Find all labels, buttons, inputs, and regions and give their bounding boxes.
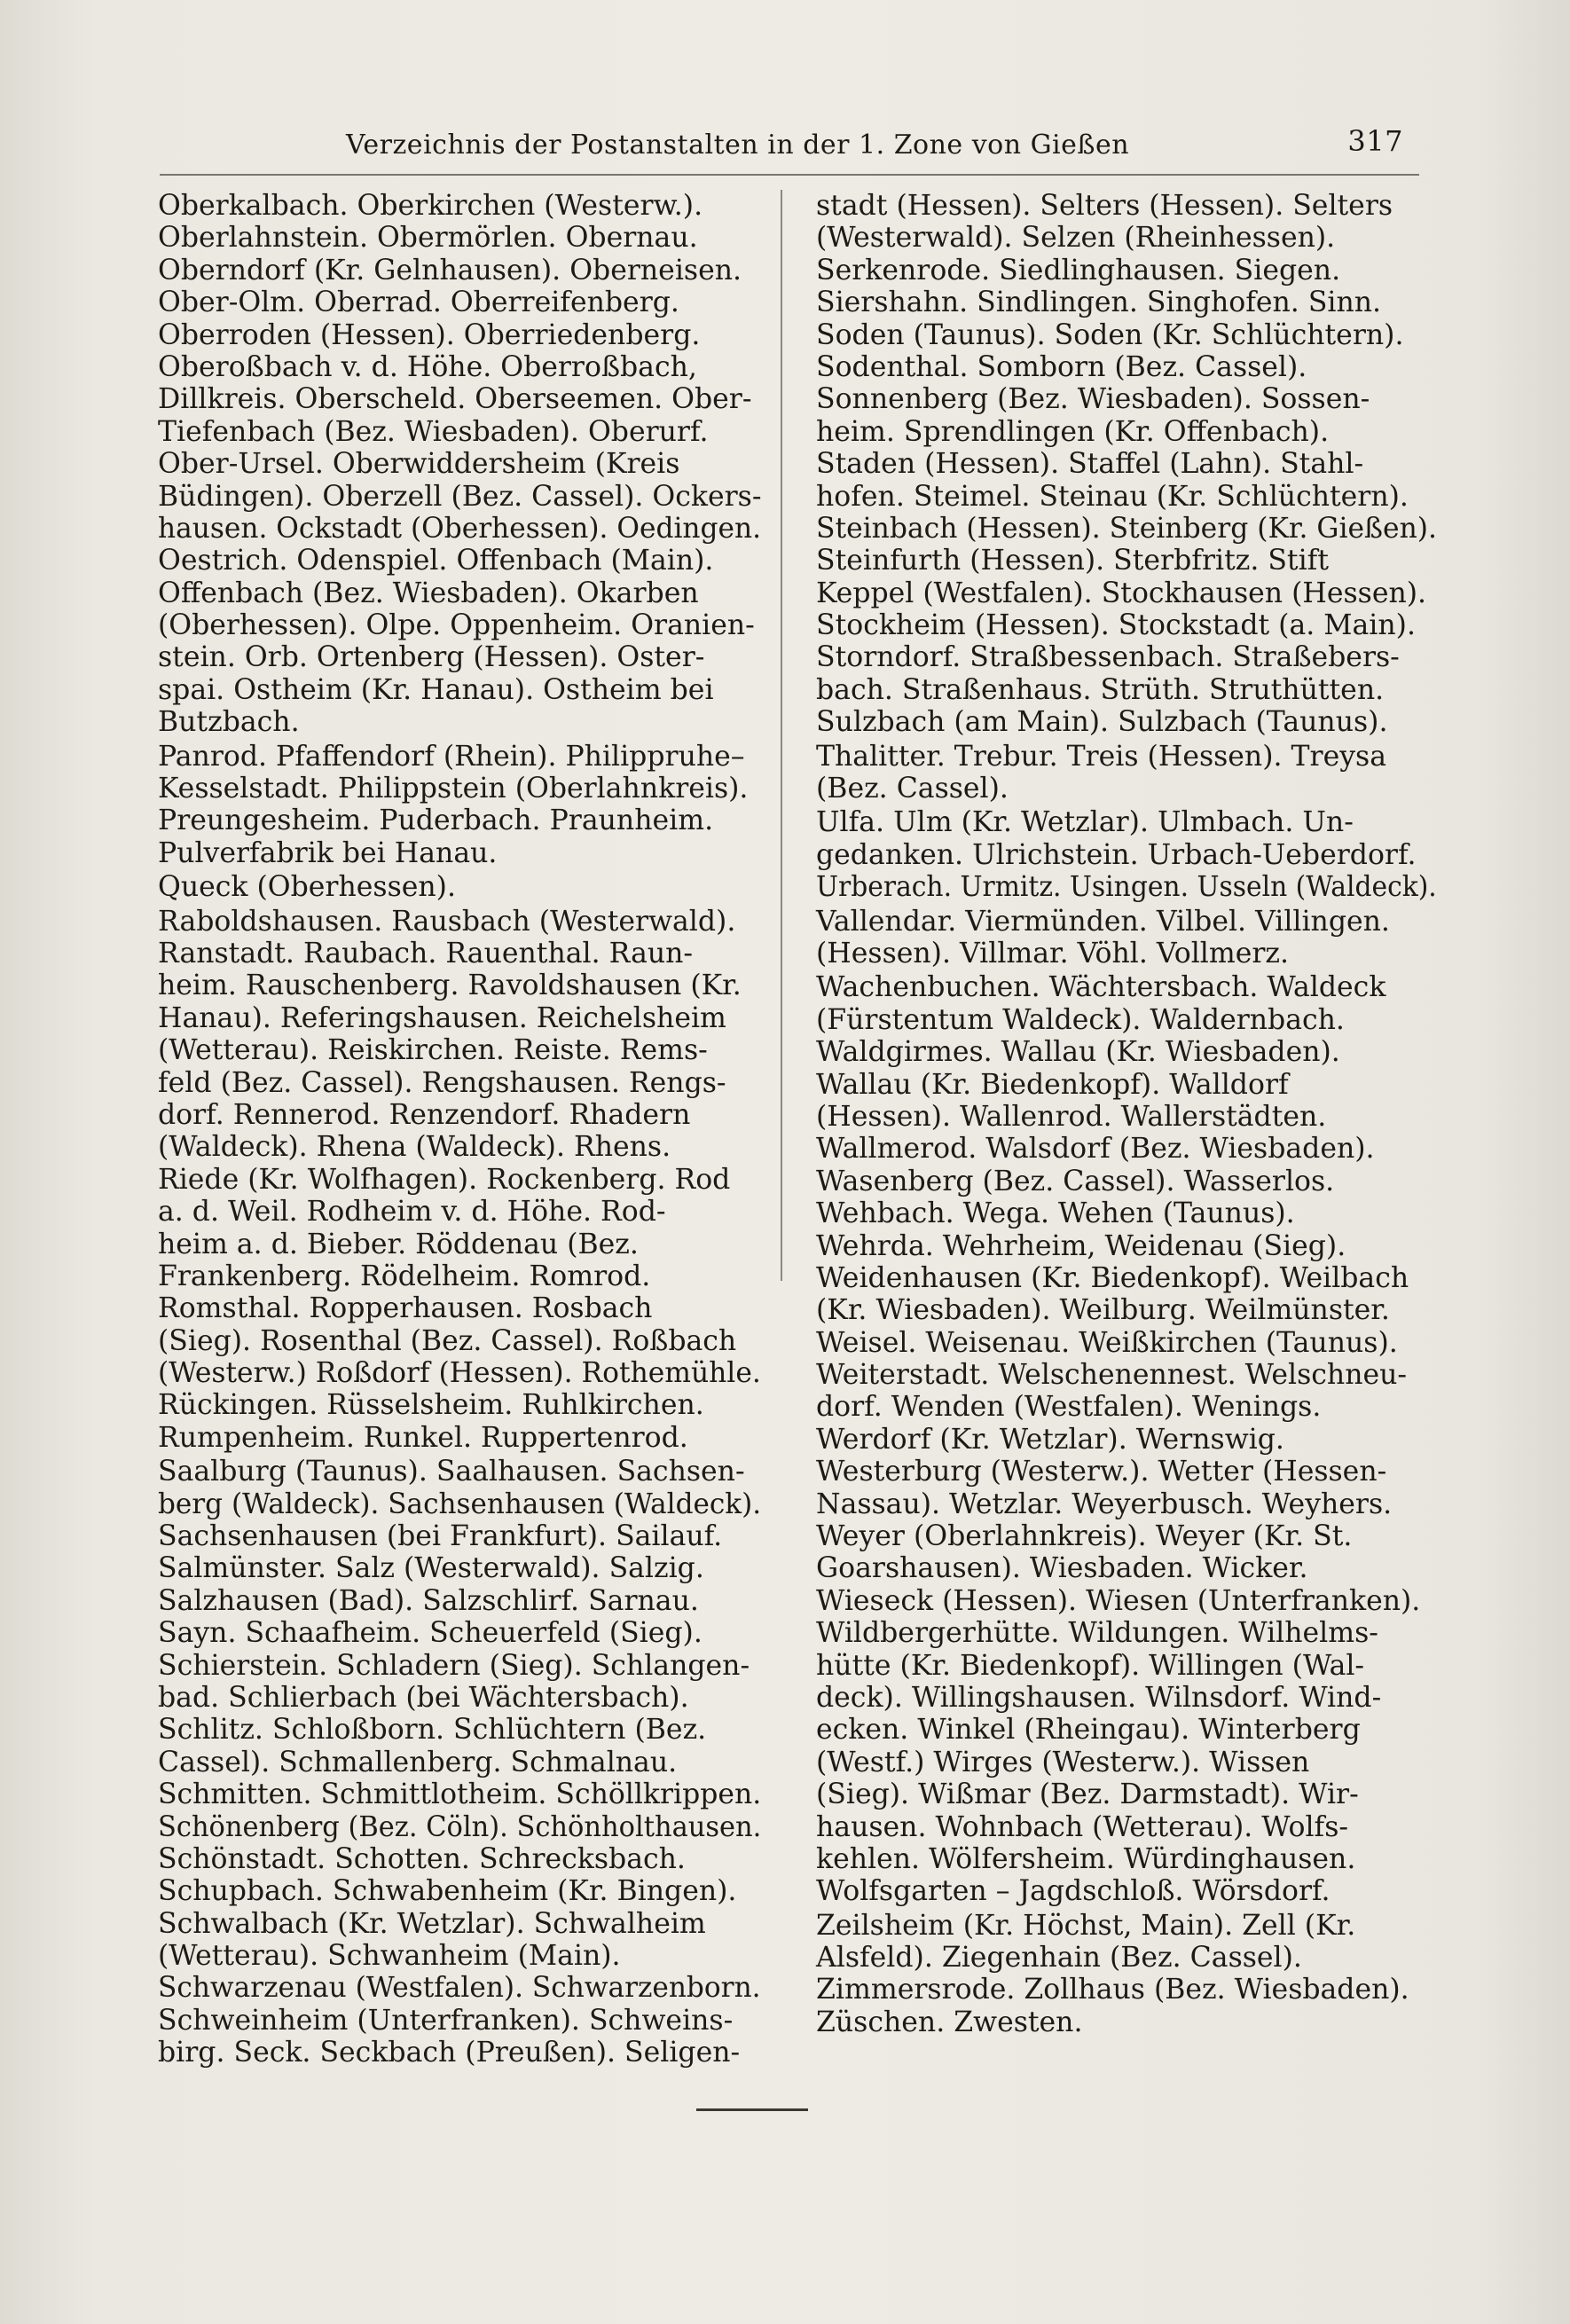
text-line: Saalburg (Taunus). Saalhausen. Sachsen- xyxy=(158,1456,745,1488)
text-line: Riede (Kr. Wolfhagen). Rockenberg. Rod xyxy=(158,1163,731,1196)
text-line: spai. Ostheim (Kr. Hanau). Ostheim bei xyxy=(158,673,714,706)
text-line: Züschen. Zwesten. xyxy=(816,2006,1083,2038)
text-line: Urberach. Urmitz. Usingen. Usseln (Waldeck). xyxy=(816,871,1437,904)
text-line: Kesselstadt. Philippstein (Oberlahnkreis). xyxy=(158,773,749,805)
text-line: Oberkalbach. Oberkirchen (Westerw.). xyxy=(158,190,703,222)
text-line: (Westerwald). Selzen (Rheinhessen). xyxy=(816,222,1336,255)
right-column xyxy=(816,190,1437,2038)
text-line: Sonnenberg (Bez. Wiesbaden). Sossen- xyxy=(816,383,1370,416)
text-line: Schupbach. Schwabenheim (Kr. Bingen). xyxy=(158,1875,737,1908)
text-line: Salzhausen (Bad). Salzschlirf. Sarnau. xyxy=(158,1584,699,1617)
text-line: a. d. Weil. Rodheim v. d. Höhe. Rod- xyxy=(158,1196,666,1229)
text-line: Wallau (Kr. Biedenkopf). Walldorf xyxy=(816,1068,1289,1101)
text-line: Oestrich. Odenspiel. Offenbach (Main). xyxy=(158,545,714,577)
text-line: Thalitter. Trebur. Treis (Hessen). Treysa xyxy=(816,740,1386,773)
text-line: Sachsenhausen (bei Frankfurt). Sailauf. xyxy=(158,1520,723,1553)
text-line: Hanau). Referingshausen. Reichelsheim xyxy=(158,1001,726,1034)
text-line: (Sieg). Rosenthal (Bez. Cassel). Roßbach xyxy=(158,1324,737,1357)
text-line: Ober-Ursel. Oberwiddersheim (Kreis xyxy=(158,448,680,481)
text-line: Steinbach (Hessen). Steinberg (Kr. Gießen). xyxy=(816,512,1437,545)
text-line: Pulverfabrik bei Hanau. xyxy=(158,836,498,869)
text-line: Romsthal. Ropperhausen. Rosbach xyxy=(158,1292,653,1325)
text-line: Frankenberg. Rödelheim. Romrod. xyxy=(158,1260,651,1292)
text-line: stein. Orb. Ortenberg (Hessen). Oster- xyxy=(158,641,705,674)
text-line: Büdingen). Oberzell (Bez. Cassel). Ockers- xyxy=(158,480,762,513)
text-line: Stockheim (Hessen). Stockstadt (a. Main). xyxy=(816,609,1416,642)
text-line: Salmünster. Salz (Westerwald). Salzig. xyxy=(158,1552,704,1585)
text-line: Schmitten. Schmittlotheim. Schöllkrippen. xyxy=(158,1778,762,1811)
text-line: Oberndorf (Kr. Gelnhausen). Oberneisen. xyxy=(158,254,742,287)
text-line: Wehbach. Wega. Wehen (Taunus). xyxy=(816,1197,1295,1230)
text-line: Westerburg (Westerw.). Wetter (Hessen- xyxy=(816,1456,1387,1488)
text-line: dorf. Rennerod. Renzendorf. Rhadern xyxy=(158,1098,691,1131)
text-line: Wallmerod. Walsdorf (Bez. Wiesbaden). xyxy=(816,1133,1375,1166)
text-line: Dillkreis. Oberscheld. Oberseemen. Ober- xyxy=(158,383,752,416)
text-line: Schweinheim (Unterfranken). Schweins- xyxy=(158,2004,734,2037)
text-line: Alsfeld). Ziegenhain (Bez. Cassel). xyxy=(816,1942,1302,1975)
text-line: berg (Waldeck). Sachsenhausen (Waldeck). xyxy=(158,1488,762,1520)
text-line: heim a. d. Bieber. Röddenau (Bez. xyxy=(158,1228,639,1260)
text-line: Weidenhausen (Kr. Biedenkopf). Weilbach xyxy=(816,1261,1409,1294)
text-line: Ober-Olm. Oberrad. Oberreifenberg. xyxy=(158,287,679,319)
text-line: feld (Bez. Cassel). Rengshausen. Rengs- xyxy=(158,1066,726,1099)
text-line: Schierstein. Schladern (Sieg). Schlangen- xyxy=(158,1649,750,1682)
text-line: Ulfa. Ulm (Kr. Wetzlar). Ulmbach. Un- xyxy=(816,806,1354,839)
text-line: (Wetterau). Reiskirchen. Reiste. Rems- xyxy=(158,1034,708,1067)
text-line: Schönstadt. Schotten. Schrecksbach. xyxy=(158,1842,686,1875)
text-line: Keppel (Westfalen). Stockhausen (Hessen). xyxy=(816,577,1427,609)
column-divider xyxy=(781,190,782,1281)
text-line: Werdorf (Kr. Wetzlar). Wernswig. xyxy=(816,1423,1284,1456)
text-line: Weiterstadt. Welschenennest. Welschneu- xyxy=(816,1359,1408,1392)
text-line: Zimmersrode. Zollhaus (Bez. Wiesbaden). xyxy=(816,1974,1409,2006)
text-line: bad. Schlierbach (bei Wächtersbach). xyxy=(158,1681,689,1714)
text-line: Schwalbach (Kr. Wetzlar). Schwalheim xyxy=(158,1907,706,1940)
text-line: (Bez. Cassel). xyxy=(816,773,1009,805)
text-line: (Kr. Wiesbaden). Weilburg. Weilmünster. xyxy=(816,1294,1390,1327)
text-line: Offenbach (Bez. Wiesbaden). Okarben xyxy=(158,577,699,609)
text-line: Vallendar. Viermünden. Vilbel. Villingen. xyxy=(816,905,1390,938)
text-line: Wehrda. Wehrheim, Weidenau (Sieg). xyxy=(816,1229,1346,1262)
text-line: Weyer (Oberlahnkreis). Weyer (Kr. St. xyxy=(816,1520,1353,1553)
text-line: (Oberhessen). Olpe. Oppenheim. Oranien- xyxy=(158,609,755,642)
text-line: heim. Sprendlingen (Kr. Offenbach). xyxy=(816,415,1330,448)
text-line: Zeilsheim (Kr. Höchst, Main). Zell (Kr. xyxy=(816,1909,1356,1942)
text-line: deck). Willingshausen. Wilnsdorf. Wind- xyxy=(816,1681,1382,1714)
text-line: Raboldshausen. Rausbach (Westerwald). xyxy=(158,905,736,938)
text-line: Wildbergerhütte. Wildungen. Wilhelms- xyxy=(816,1617,1378,1650)
text-line: Queck (Oberhessen). xyxy=(158,871,456,904)
text-line: Sayn. Schaafheim. Scheuerfeld (Sieg). xyxy=(158,1617,703,1650)
header-rule xyxy=(160,174,1419,176)
page-title: Verzeichnis der Postanstalten in der 1. Zone von Gießen xyxy=(346,130,1130,161)
text-line: Staden (Hessen). Staffel (Lahn). Stahl- xyxy=(816,448,1364,481)
end-rule xyxy=(696,2108,808,2111)
text-line: (Westf.) Wirges (Westerw.). Wissen xyxy=(816,1746,1310,1778)
text-line: hofen. Steimel. Steinau (Kr. Schlüchtern). xyxy=(816,480,1409,513)
text-line: dorf. Wenden (Westfalen). Wenings. xyxy=(816,1391,1322,1424)
text-line: Schlitz. Schloßborn. Schlüchtern (Bez. xyxy=(158,1714,707,1747)
text-line: (Hessen). Wallenrod. Wallerstädten. xyxy=(816,1100,1327,1133)
text-line: heim. Rauschenberg. Ravoldshausen (Kr. xyxy=(158,970,742,1002)
text-line: birg. Seck. Seckbach (Preußen). Seligen- xyxy=(158,2037,741,2069)
text-line: Wieseck (Hessen). Wiesen (Unterfranken). xyxy=(816,1584,1421,1617)
text-line: Steinfurth (Hessen). Sterbfritz. Stift xyxy=(816,545,1329,577)
text-line: stadt (Hessen). Selters (Hessen). Selters xyxy=(816,190,1393,222)
running-header xyxy=(346,124,1410,174)
text-line: ecken. Winkel (Rheingau). Winterberg xyxy=(816,1714,1361,1747)
text-line: Rumpenheim. Runkel. Ruppertenrod. xyxy=(158,1421,688,1454)
text-line: Butzbach. xyxy=(158,706,300,739)
text-line: Wachenbuchen. Wächtersbach. Waldeck xyxy=(816,971,1386,1004)
text-line: Ranstadt. Raubach. Rauenthal. Raun- xyxy=(158,937,694,970)
text-line: (Fürstentum Waldeck). Waldernbach. xyxy=(816,1003,1345,1036)
text-line: Cassel). Schmallenberg. Schmalnau. xyxy=(158,1746,678,1778)
text-line: hütte (Kr. Biedenkopf). Willingen (Wal- xyxy=(816,1649,1365,1682)
text-line: gedanken. Ulrichstein. Urbach-Ueberdorf. xyxy=(816,838,1417,871)
text-line: Nassau). Wetzlar. Weyerbusch. Weyhers. xyxy=(816,1488,1393,1520)
text-line: Waldgirmes. Wallau (Kr. Wiesbaden). xyxy=(816,1036,1340,1069)
text-line: Rückingen. Rüsselsheim. Ruhlkirchen. xyxy=(158,1389,704,1422)
text-line: Siershahn. Sindlingen. Singhofen. Sinn. xyxy=(816,287,1382,319)
text-line: Schönenberg (Bez. Cöln). Schönholthausen. xyxy=(158,1810,762,1843)
text-line: hausen. Wohnbach (Wetterau). Wolfs- xyxy=(816,1810,1349,1843)
text-line: (Hessen). Villmar. Vöhl. Vollmerz. xyxy=(816,937,1290,970)
text-line: kehlen. Wölfersheim. Würdinghausen. xyxy=(816,1842,1356,1875)
page-number: 317 xyxy=(1347,124,1403,158)
text-line: Panrod. Pfaffendorf (Rhein). Philippruhe– xyxy=(158,740,745,773)
text-line: Serkenrode. Siedlinghausen. Siegen. xyxy=(816,254,1341,287)
text-line: Storndorf. Straßbessenbach. Straßebers- xyxy=(816,641,1400,674)
text-line: Schwarzenau (Westfalen). Schwarzenborn. xyxy=(158,1972,761,2005)
text-line: bach. Straßenhaus. Strüth. Struthütten. xyxy=(816,673,1385,706)
text-line: (Waldeck). Rhena (Waldeck). Rhens. xyxy=(158,1131,671,1164)
text-line: Oberlahnstein. Obermörlen. Obernau. xyxy=(158,222,698,255)
text-line: hausen. Ockstadt (Oberhessen). Oedingen. xyxy=(158,512,762,545)
text-line: (Sieg). Wißmar (Bez. Darmstadt). Wir- xyxy=(816,1778,1359,1811)
text-line: Wolfsgarten – Jagdschloß. Wörsdorf. xyxy=(816,1875,1331,1908)
text-line: Wasenberg (Bez. Cassel). Wasserlos. xyxy=(816,1165,1335,1197)
text-line: Preungesheim. Puderbach. Praunheim. xyxy=(158,805,714,837)
text-line: Oberroden (Hessen). Oberriedenberg. xyxy=(158,318,701,351)
text-line: (Westerw.) Roßdorf (Hessen). Rothemühle. xyxy=(158,1357,761,1390)
text-line: Sodenthal. Somborn (Bez. Cassel). xyxy=(816,350,1307,383)
text-line: (Wetterau). Schwanheim (Main). xyxy=(158,1940,621,1973)
text-line: Weisel. Weisenau. Weißkirchen (Taunus). xyxy=(816,1326,1398,1359)
text-line: Sulzbach (am Main). Sulzbach (Taunus). xyxy=(816,706,1388,739)
text-line: Tiefenbach (Bez. Wiesbaden). Oberurf. xyxy=(158,415,709,448)
text-line: Goarshausen). Wiesbaden. Wicker. xyxy=(816,1552,1308,1585)
text-line: Soden (Taunus). Soden (Kr. Schlüchtern). xyxy=(816,318,1404,351)
text-line: Oberoßbach v. d. Höhe. Oberroßbach, xyxy=(158,350,697,383)
left-column xyxy=(158,190,761,2069)
